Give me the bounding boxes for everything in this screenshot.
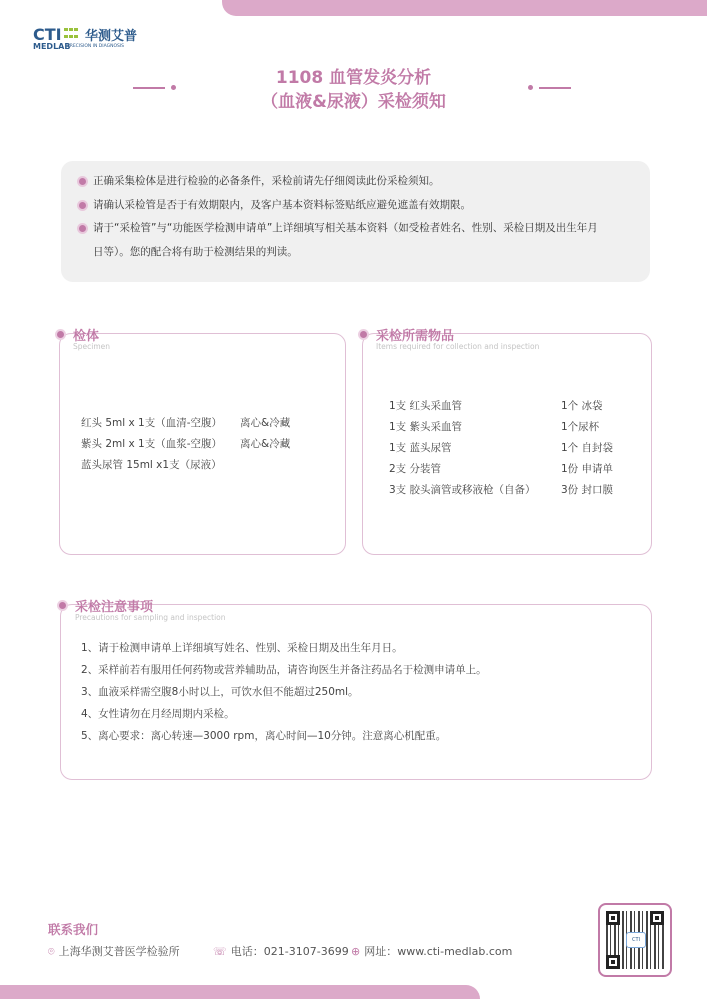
supplies-subtitle: Items required for collection and inspection xyxy=(376,342,540,351)
list-item: 1支 紫头采血管 1个尿杯 xyxy=(389,421,600,433)
specimen-list xyxy=(81,413,290,476)
company-logo xyxy=(33,25,138,51)
qr-finder-icon xyxy=(650,911,664,925)
list-item: 5、离心要求：离心转速—3000 rpm，离心时间—10分钟。注意离心机配重。 xyxy=(81,730,447,742)
notice-item: 正确采集检体是进行检验的必备条件，采检前请先仔细阅读此份采检须知。 xyxy=(79,170,636,194)
contact-website[interactable]: ⊕ 网址：www.cti-medlab.com xyxy=(351,945,513,958)
notice-box xyxy=(61,161,650,282)
phone-icon: ☏ xyxy=(213,945,227,958)
qr-finder-icon xyxy=(606,955,620,969)
contact-heading: 联系我们 xyxy=(48,922,99,937)
list-item: 1、请于检测申请单上详细填写姓名、性别、采检日期及出生年月日。 xyxy=(81,642,403,654)
list-item: 4、女性请勿在月经周期内采检。 xyxy=(81,708,235,720)
list-item: 蓝头尿管 15ml x1支（尿液） xyxy=(81,459,222,471)
qr-code xyxy=(598,903,672,977)
logo-tagline: PRECISION IN DIAGNOSIS xyxy=(67,44,125,49)
precautions-subtitle: Precautions for sampling and inspection xyxy=(75,613,226,622)
list-item: 2、采样前若有服用任何药物或营养辅助品，请咨询医生并备注药品名于检测申请单上。 xyxy=(81,664,487,676)
logo-dots-icon xyxy=(64,28,78,40)
list-item: 3、血液采样需空腹8小时以上，可饮水但不能超过250ml。 xyxy=(81,686,359,698)
title-line-2: （血液&尿液）采检须知 xyxy=(261,92,446,112)
notice-item: 请于“采检管”与“功能医学检测申请单”上详细填写相关基本资料（如受检者姓名、性别、采检日期及出生年月 日等）。您的配合将有助于检测结果的判读。 xyxy=(79,217,636,264)
qr-finder-icon xyxy=(606,911,620,925)
precautions-title: 采检注意事项 xyxy=(75,600,154,615)
page-title xyxy=(0,66,707,114)
supplies-list xyxy=(389,396,613,501)
qr-logo: CTI xyxy=(626,932,646,948)
precautions-list xyxy=(81,637,487,747)
top-accent-bar xyxy=(222,0,707,16)
location-pin-icon: ⌾ xyxy=(48,945,55,958)
contact-phone: ☏ 电话：021-3107-3699 xyxy=(213,945,349,958)
supplies-title: 采检所需物品 xyxy=(376,329,455,344)
bullet-icon xyxy=(59,602,66,609)
bullet-icon xyxy=(79,225,86,232)
logo-chinese-name: 华测艾普 xyxy=(85,29,138,44)
specimen-title: 检体 xyxy=(73,329,100,344)
notice-item: 请确认采检管是否于有效期限内，及客户基本资料标签贴纸应避免遮盖有效期限。 xyxy=(79,194,636,218)
list-item: 紫头 2ml x 1支（血浆-空腹） 离心&冷藏 xyxy=(81,438,291,450)
contact-address: ⌾ 上海华测艾普医学检验所 xyxy=(48,945,180,958)
list-item: 2支 分装管 1份 申请单 xyxy=(389,463,614,475)
list-item: 1支 红头采血管 1个 冰袋 xyxy=(389,400,603,412)
bullet-icon xyxy=(79,202,86,209)
list-item: 红头 5ml x 1支（血清-空腹） 离心&冷藏 xyxy=(81,417,291,429)
globe-icon: ⊕ xyxy=(351,945,361,958)
bullet-icon xyxy=(360,331,367,338)
bullet-icon xyxy=(79,178,86,185)
title-right-ornament xyxy=(528,86,573,88)
logo-medlab: MEDLAB xyxy=(33,42,71,51)
title-line-1: 1108 血管发炎分析 xyxy=(275,68,432,88)
list-item: 3支 胶头滴管或移液枪（自备） 3份 封口膜 xyxy=(389,484,614,496)
bullet-icon xyxy=(57,331,64,338)
title-left-ornament xyxy=(133,86,178,88)
bottom-accent-bar xyxy=(0,985,480,999)
logo-cti-text: CTI xyxy=(33,25,62,44)
list-item: 1支 蓝头尿管 1个 自封袋 xyxy=(389,442,614,454)
specimen-subtitle: Specimen xyxy=(73,342,111,351)
